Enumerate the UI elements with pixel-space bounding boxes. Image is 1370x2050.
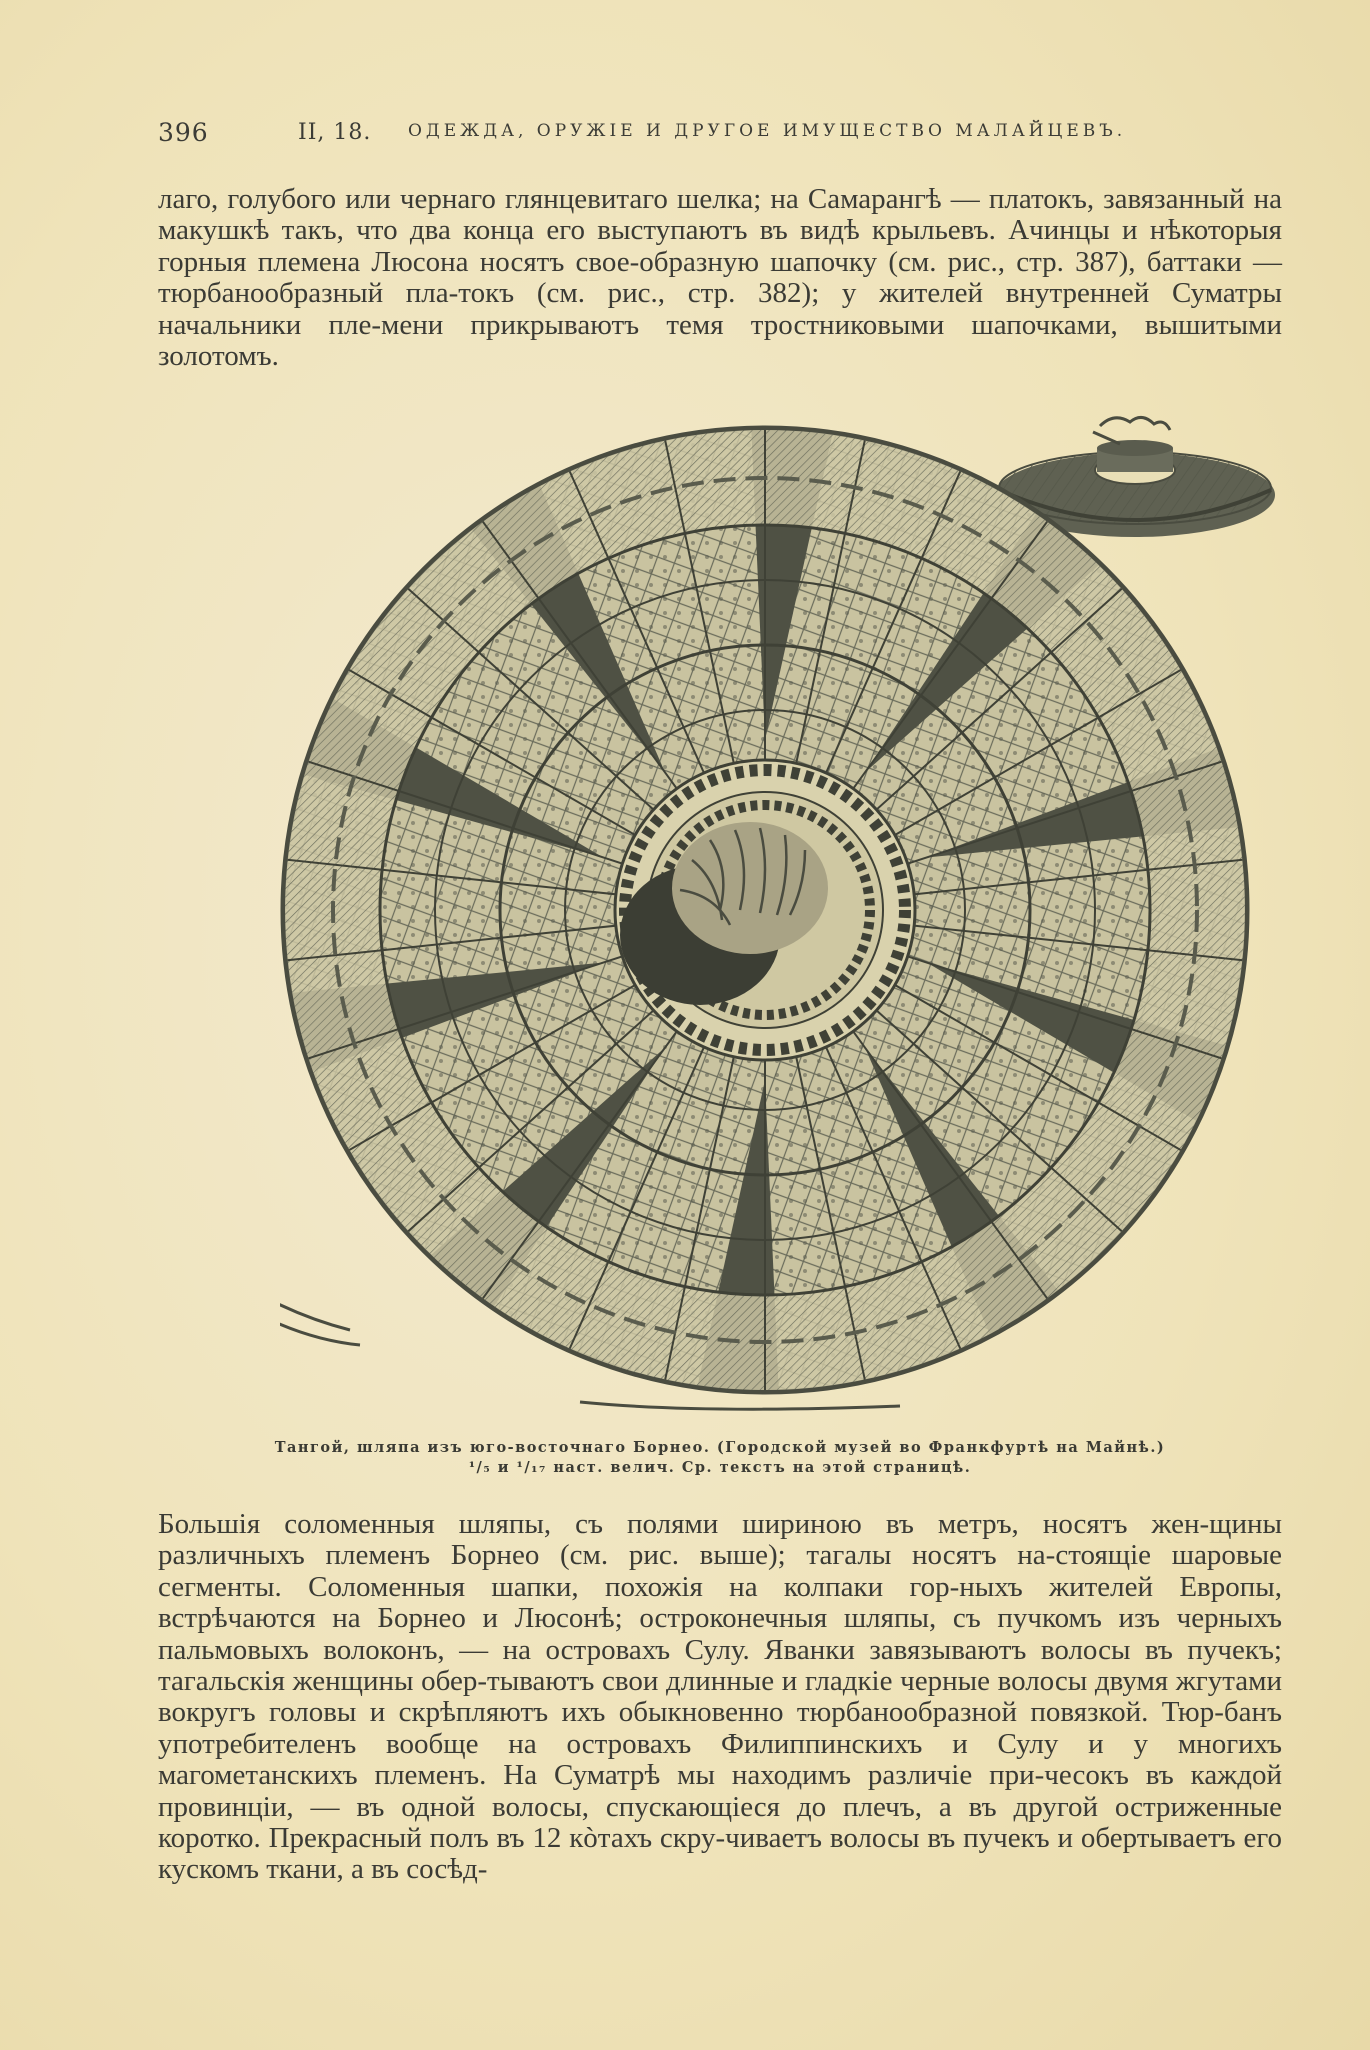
caption-line-2: ¹/₅ и ¹/₁₇ наст. велич. Ср. текстъ на этой страницѣ. bbox=[468, 1459, 972, 1476]
paragraph-bottom: Большія соломенныя шляпы, съ полями шириною въ метръ, носятъ жен-щины различныхъ племенъ Борнео (см. рис. выше); тагалы носятъ на-стоящіе шаровые сегменты. Соломенныя шапки, похожія на колпаки гор-ныхъ жителей Европы, встрѣчаются на Борнео и Люсонѣ; остроконечныя шляпы, съ пучкомъ изъ черныхъ пальмовыхъ волоконъ, — на островахъ Сулу. Яванки завязываютъ волосы въ пучекъ; тагальскія женщины обер-тываютъ свои длинные и гладкіе черные волосы двумя жгутами вокругъ головы и скрѣпляютъ ихъ обыкновенно тюрбанообразной повязкой. Тюр-банъ употребителенъ вообще на островахъ Филиппинскихъ и Сулу и у многихъ магометанскихъ племенъ. На Суматрѣ мы находимъ различіе при-чесокъ въ каждой провинціи, — въ одной волосы, спускающіеся до плечъ, а въ другой остриженные коротко. Прекрасный полъ въ 12 кòтахъ скру-чиваетъ волосы въ пучекъ и обертываетъ его кускомъ ткани, а въ сосѣд- bbox=[158, 1508, 1282, 1886]
page-header bbox=[158, 118, 1248, 154]
caption-line-1: Тангой, шляпа изъ юго-восточнаго Борнео. (Городской музей во Франкфуртѣ на Майнѣ.) bbox=[274, 1439, 1166, 1456]
running-title: ОДЕЖДА, ОРУЖІЕ И ДРУГОЕ ИМУЩЕСТВО МАЛАЙЦЕВЪ. bbox=[408, 121, 1127, 141]
tangoi-hat-illustration bbox=[280, 410, 1280, 1420]
section-number: II, 18. bbox=[298, 120, 372, 145]
paragraph-top: лаго, голубого или чернаго глянцевитаго шелка; на Самарангѣ — платокъ, завязанный на макушкѣ такъ, что два конца его выступаютъ въ видѣ крыльевъ. Ачинцы и нѣкоторыя горныя племена Люсона носятъ свое-образную шапочку (см. рис., стр. 387), баттаки — тюрбанообразный пла-токъ (см. рис., стр. 382); у жителей внутренней Суматры начальники пле-мени прикрываютъ темя тростниковыми шапочками, вышитыми золотомъ. bbox=[158, 183, 1282, 373]
figure-caption bbox=[158, 1438, 1282, 1478]
page-number: 396 bbox=[158, 118, 209, 147]
